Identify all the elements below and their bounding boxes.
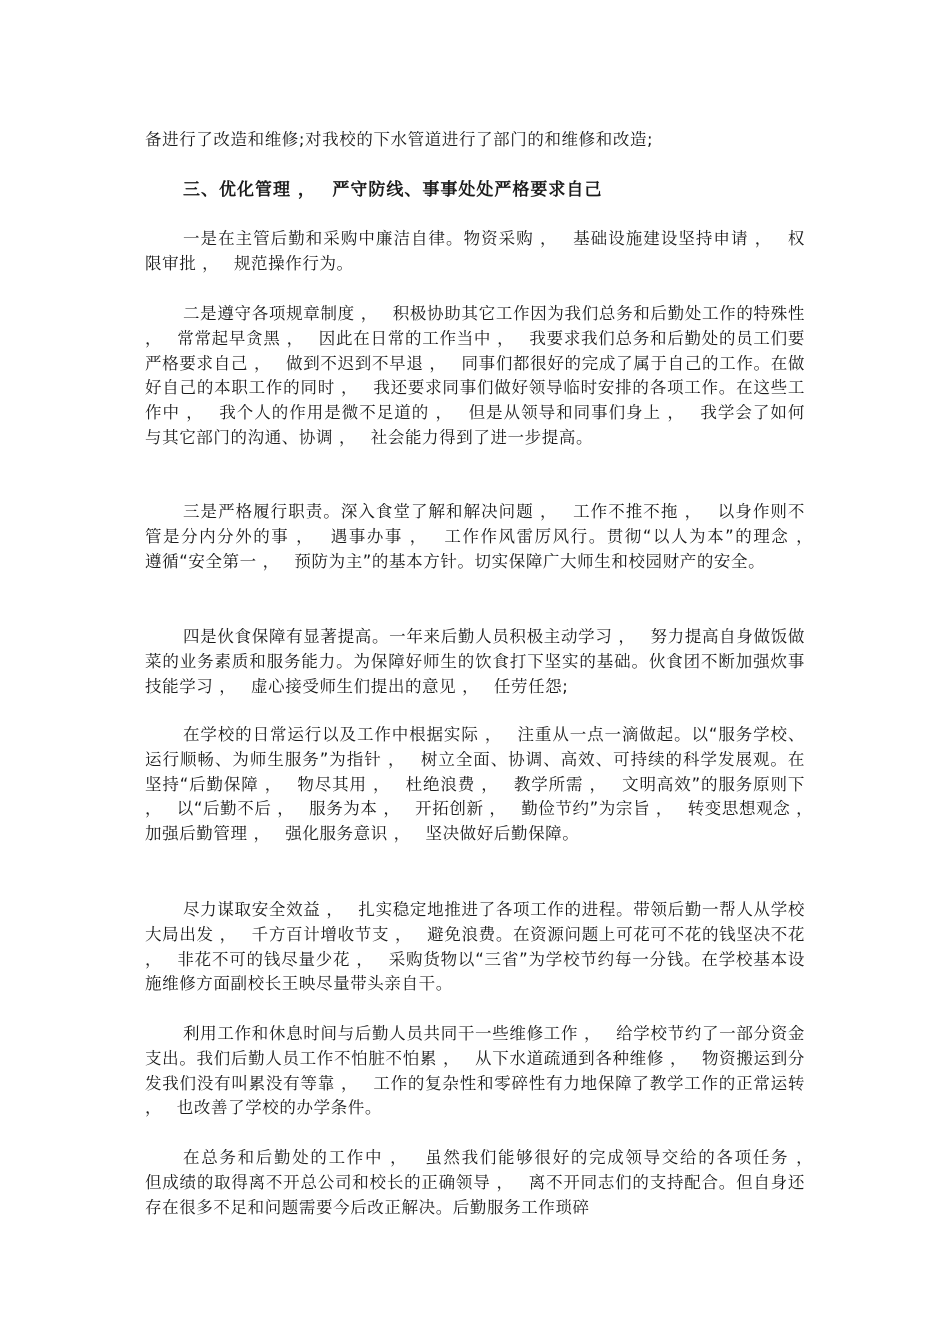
paragraph-2: 二是遵守各项规章制度 ， 积极协助其它工作因为我们总务和后勤处工作的特殊性 ， 常常起早贪黑 ， 因此在日常的工作当中 ， 我要求我们总务和后勤处的员工们要严格要求自己 ， 做到不迟到不早退 ， 同事们都很好的完成了属于自己的工作。在做好自己的本职工作的同时 ， 我还要求同事们做好领导临时安排的各项工作。在这些工作中 ， 我个人的作用是微不足道的 ， 但是从领导和同事们身上 ， 我学会了如何与其它部门的沟通、协调 ， 社会能力得到了进一步提高。 bbox=[145, 304, 805, 447]
paragraph-continuation: 备进行了改造和维修;对我校的下水管道进行了部门的和维修和改造; bbox=[145, 130, 654, 149]
section-heading: 三、优化管理 ， 严守防线、事事处处严格要求自己 bbox=[183, 180, 603, 200]
paragraph-6: 尽力谋取安全效益 ， 扎实稳定地推进了各项工作的进程。带领后勤一帮人从学校大局出发 ， 千方百计增收节支 ， 避免浪费。在资源问题上可花可不花的钱坚决不花 ， 非花不可的钱尽量少花 ， 采购货物以“三省”为学校节约每一分钱。在学校基本设施维修方面副校长王映尽量带头亲自干。 bbox=[145, 900, 805, 994]
paragraph-4: 四是伙食保障有显著提高。一年来后勤人员积极主动学习 ， 努力提高自身做饭做菜的业务素质和服务能力。为保障好师生的饮食打下坚实的基础。伙食团不断加强炊事技能学习 ， 虚心接受师生们提出的意见 ， 任劳任怨; bbox=[145, 627, 805, 696]
paragraph-7: 利用工作和休息时间与后勤人员共同干一些维修工作 ， 给学校节约了一部分资金支出。我们后勤人员工作不怕脏不怕累 ， 从下水道疏通到各种维修 ， 物资搬运到分发我们没有叫累没有等靠 ， 工作的复杂性和零碎性有力地保障了教学工作的正常运转 ， 也改善了学校的办学条件。 bbox=[145, 1024, 805, 1118]
paragraph-8: 在总务和后勤处的工作中 ， 虽然我们能够很好的完成领导交给的各项任务 ， 但成绩的取得离不开总公司和校长的正确领导 ， 离不开同志们的支持配合。但自身还存在很多不足和问题需要今后改正解决。后勤服务工作琐碎 bbox=[145, 1148, 828, 1217]
paragraph-3: 三是严格履行职责。深入食堂了解和解决问题 ， 工作不推不拖 ， 以身作则不管是分内分外的事 ， 遇事办事 ， 工作作风雷厉风行。贯彻“以人为本”的理念 ， 遵循“安全第一 ， 预防为主”的基本方针。切实保障广大师生和校园财产的安全。 bbox=[145, 502, 828, 571]
paragraph-5: 在学校的日常运行以及工作中根据实际 ， 注重从一点一滴做起。以“服务学校、运行顺畅、为师生服务”为指针 ， 树立全面、协调、高效、可持续的科学发展观。在坚持“后勤保障 ， 物尽其用 ， 杜绝浪费 ， 教学所需 ， 文明高效”的服务原则下 ， 以“后勤不后 ， 服务为本 ， 开拓创新 ， 勤俭节约”为宗旨 ， 转变思想观念 ， 加强后勤管理 ， 强化服务意识 ， 坚决做好后勤保障。 bbox=[145, 725, 828, 844]
paragraph-1: 一是在主管后勤和采购中廉洁自律。物资采购 ， 基础设施建设坚持申请 ， 权限审批 ， 规范操作行为。 bbox=[145, 229, 805, 273]
